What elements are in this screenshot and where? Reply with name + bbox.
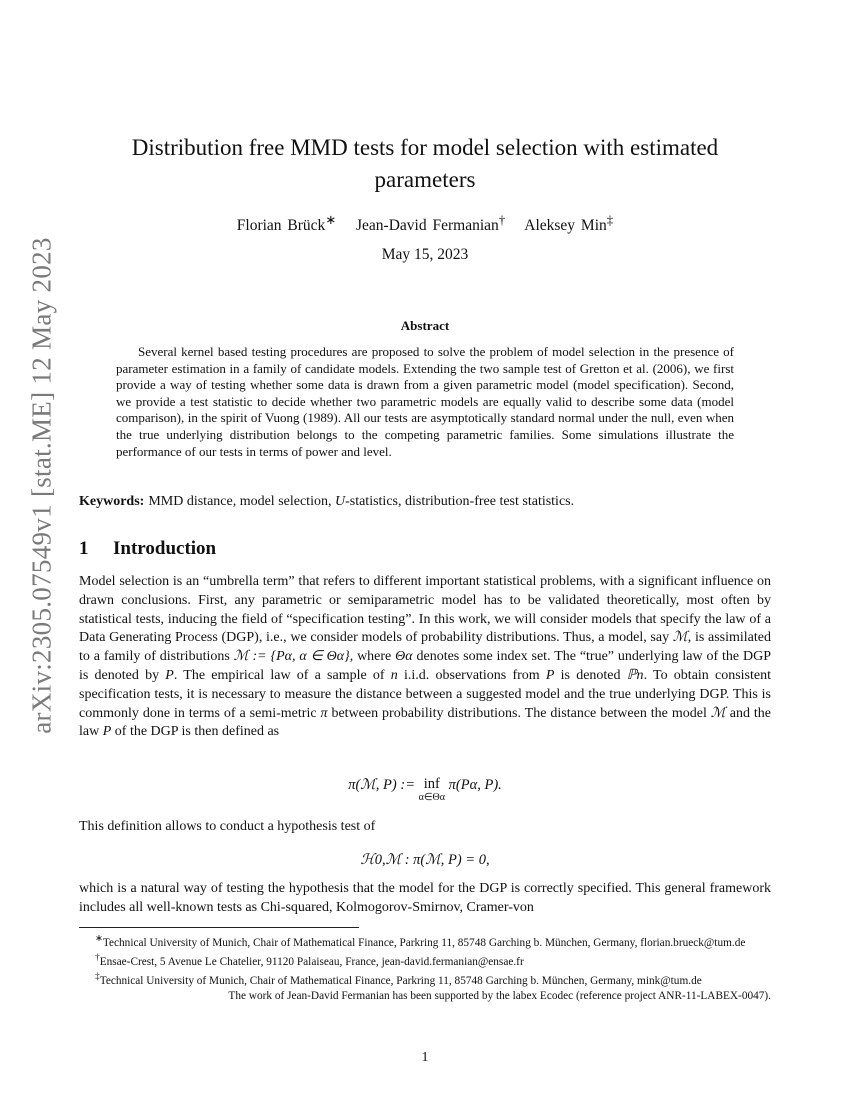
section-number: 1 [79,538,89,559]
footnote-3: ‡Technical University of Munich, Chair of Mathematical Finance, Parkring 11, 85748 Garching b. München, Germany, mink@tum.de [95,971,702,987]
section-title: Introduction [113,538,217,559]
author-2-mark: † [498,212,506,227]
paper-date: May 15, 2023 [381,246,469,263]
infimum-operator: inf α∈Θα [418,776,446,803]
section-heading-introduction [79,538,216,560]
abstract-heading: Abstract [400,318,450,333]
math-family: ℳ := {Pα, α ∈ Θα} [233,649,350,665]
equation-distance-definition: π(ℳ, P) := inf α∈Θα π(Pα, P). [348,776,502,803]
footnotes [79,932,771,1004]
keywords-line: Keywords: MMD distance, model selection, U-statistics, distribution-free test statistics. [79,494,575,509]
footnote-rule [79,927,359,928]
paper-title: Distribution free MMD tests for model selection with estimated parameters [131,135,719,192]
author-2: Jean-David Fermanian† [356,212,506,235]
math-n: n [390,667,398,683]
page-number: 1 [421,1050,429,1065]
equation-null-hypothesis: ℋ0,ℳ : π(ℳ, P) = 0, [360,852,490,868]
author-3: Aleksey Min‡ [524,212,614,235]
math-p: P [545,667,555,683]
arxiv-id-text: arXiv:2305.07549v1 [stat.ME] 12 May 2023 [26,236,57,734]
math-model: ℳ [710,705,726,721]
author-3-mark: ‡ [606,212,614,227]
author-1: Florian Brück∗ [236,212,337,235]
math-p: P [165,667,174,683]
math-model: ℳ [672,630,688,646]
math-empirical-law: ℙn [626,667,644,683]
keywords-label: Keywords: [79,494,145,509]
author-list [100,212,750,235]
author-1-mark: ∗ [325,212,337,227]
continuation-paragraph: which is a natural way of testing the hypothesis that the model for the DGP is correctly specified. This general framework includes all well-known tests as Chi-squared, Kolmogorov-Smirnov, Cramer-von [79,881,771,915]
abstract-body: Several kernel based testing procedures are proposed to solve the problem of model selection in the presence of parameter estimation in a family of candidate models. Extending the two sample test of Gretton et al. (2006), we first provide a way of testing whether some data is drawn from a given parametric model (model specification). Second, we provide a test statistic to decide whether two parametric models are equally valid to describe some data (model comparison), in the spirit of Vuong (1989). All our tests are asymptotically standard normal under the null, even when the true underlying distribution belongs to the competing parametric families. Some simulations illustrate the performance of our tests in terms of power and level. [116,344,734,459]
funding-note: The work of Jean-David Fermanian has been supported by the labex Ecodec (reference project ANR-11-LABEX-0047). [228,989,771,1002]
footnote-1: ∗Technical University of Munich, Chair of Mathematical Finance, Parkring 11, 85748 Garching b. München, Germany, florian.brueck@tum.de [95,934,746,949]
footnote-2: †Ensae-Crest, 5 Avenue Le Chatelier, 91120 Palaiseau, France, jean-david.fermanian@ensae.fr [95,952,524,968]
math-pi: π [320,705,328,721]
math-p: P [102,724,112,740]
arxiv-side-identifier [20,236,64,734]
math-theta: Θα [395,649,413,665]
intro-paragraph: Model selection is an “umbrella term” that refers to different important statistical problems, with a significant influence on drawn conclusions. First, any parametric or semiparametric model has to be validated theoretically, most often by statistical tests, inducing the field of “specification testing”. In this work, we will consider models that specify the law of a Data Generating Process (DGP), i.e., we consider models of probability distributions. Thus, a model, say ℳ, is assimilated to a family of distributions ℳ := {Pα, α ∈ Θα}, where Θα denotes some index set. The “true” underlying law of the DGP is denoted by P. The empirical law of a sample of n i.i.d. observations from P is denoted ℙn. To obtain consistent specification tests, it is necessary to measure the distance between a suggested model and the true underlying DGP. This is commonly done in terms of a semi-metric π between probability distributions. The distance between the model ℳ and the law P of the DGP is then defined as [79,574,772,740]
u-statistic-letter: U [334,494,346,509]
definition-sentence: This definition allows to conduct a hypothesis test of [79,819,376,834]
